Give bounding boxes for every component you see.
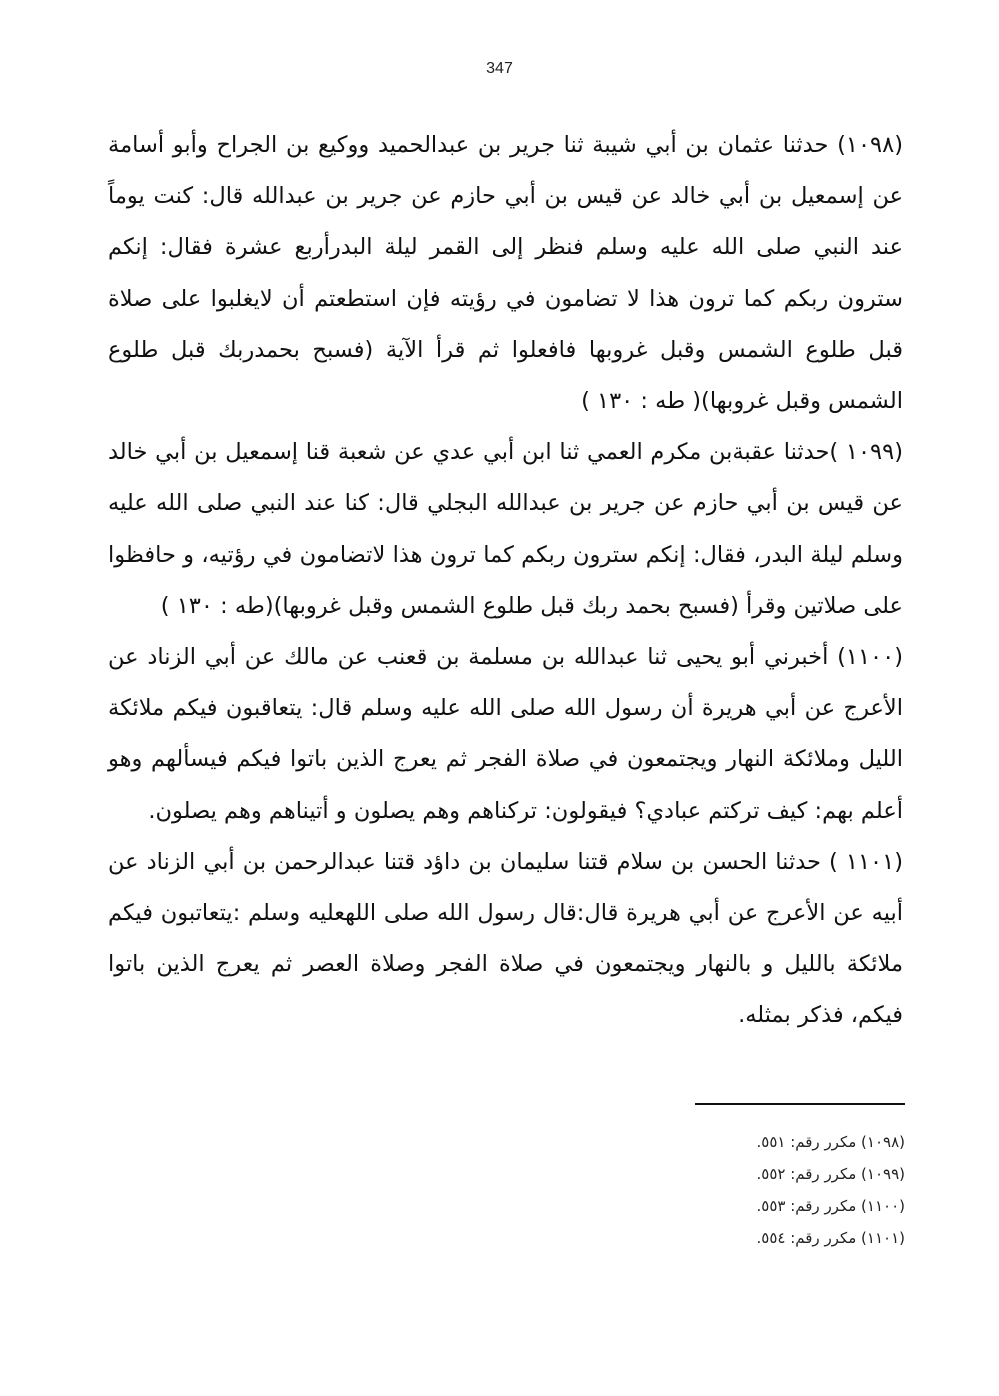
hadith-paragraph-1101: (١١٠١ ) حدثنا الحسن بن سلام قتنا سليمان بن داؤد قتنا عبدالرحمن بن أبي الزناد عن أبيه عن الأعرج عن أبي هريرة قال:قال رسول الله صلى اللهعليه وسلم :يتعاتبون فيكم ملائكة بالليل و بالنهار ويجتمعون في صلاة الفجر وصلاة العصر ثم يعرج الذين باتوا فيكم، فذكر بمثله. — [108, 848, 903, 1029]
footnote-1101: (١١٠١) مكرر رقم: ٥٥٤. — [756, 1229, 905, 1247]
footnote-1100: (١١٠٠) مكرر رقم: ٥٥٣. — [756, 1197, 905, 1215]
footnote-1098: (١٠٩٨) مكرر رقم: ٥٥١. — [756, 1133, 905, 1151]
body-text — [108, 120, 903, 1042]
hadith-paragraph-1100: (١١٠٠) أخبرني أبو يحيى ثنا عبدالله بن مسلمة بن قعنب عن مالك عن أبي الزناد عن الأعرج عن أبي هريرة أن رسول الله صلى الله عليه وسلم قال: يتعاقبون فيكم ملائكة الليل وملائكة النهار ويجتمعون في صلاة الفجر ثم يعرج الذين باتوا فيكم فيسألهم وهو أعلم بهم: كيف تركتم عبادي؟ فيقولون: تركناهم وهم يصلون و أتيناهم وهم يصلون. — [108, 644, 903, 824]
footnotes — [500, 1126, 905, 1254]
page-number: 347 — [486, 60, 513, 77]
hadith-paragraph-1098: (١٠٩٨) حدثنا عثمان بن أبي شيبة ثنا جرير بن عبدالحميد ووكيع بن الجراح وأبو أسامة عن إسمعيل بن أبي خالد عن قيس بن أبي حازم عن جرير بن عبدالله قال: كنت يوماً عند النبي صلى الله عليه وسلم فنظر إلى القمر ليلة البدرأربع عشرة فقال: إنكم سترون ربكم كما ترون هذا لا تضامون في رؤيته فإن استطعتم أن لايغلبوا على صلاة قبل طلوع الشمس وقبل غروبها فافعلوا ثم قرأ الآية (فسبح بحمدربك قبل طلوع الشمس وقبل غروبها)( طه : ١٣٠ ) — [108, 132, 903, 415]
hadith-paragraph-1099: (١٠٩٩ )حدثنا عقبةبن مكرم العمي ثنا ابن أبي عدي عن شعبة قنا إسمعيل بن أبي خالد عن قيس بن أبي حازم عن جرير بن عبدالله البجلي قال: كنا عند النبي صلى الله عليه وسلم ليلة البدر، فقال: إنكم سترون ربكم كما ترون هذا لاتضامون في رؤتيه، و حافظوا على صلاتين وقرأ (فسبح بحمد ربك قبل طلوع الشمس وقبل غروبها)(طه : ١٣٠ ) — [108, 439, 903, 619]
footnote-1099: (١٠٩٩) مكرر رقم: ٥٥٢. — [756, 1165, 905, 1183]
footnote-divider — [695, 1103, 905, 1105]
